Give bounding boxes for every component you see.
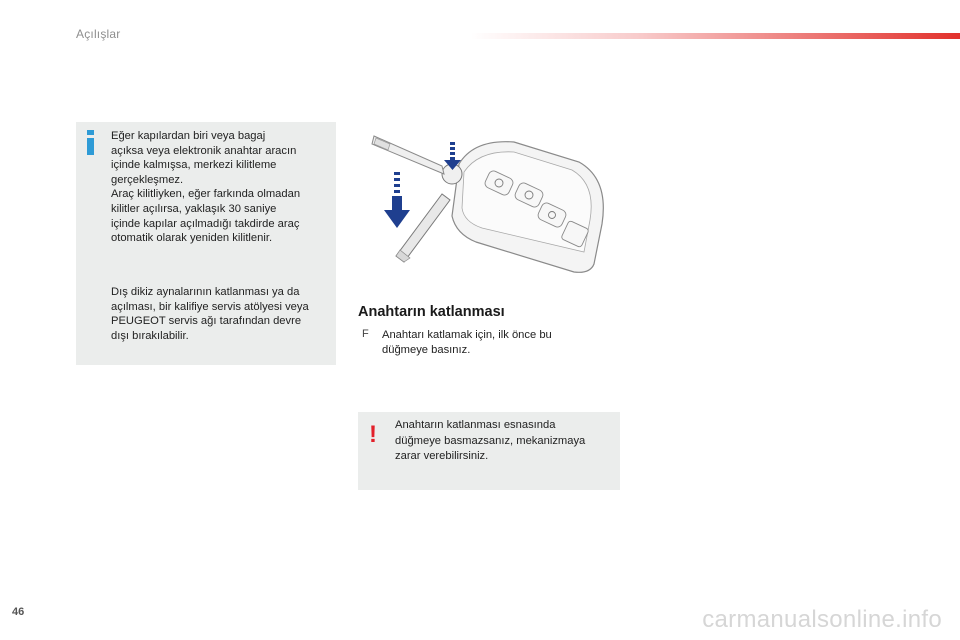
header-accent-bar xyxy=(470,33,960,39)
instruction-text xyxy=(382,328,592,358)
info-icon xyxy=(86,130,95,152)
info-line: açıksa veya elektronik anahtar aracın xyxy=(111,144,297,157)
info-line: Araç kilitliyken, eğer farkında olmadan xyxy=(111,188,301,201)
warning-line: zarar verebilirsiniz. xyxy=(395,450,489,462)
info-line: dışı bırakılabilir. xyxy=(111,329,189,342)
info-line: PEUGEOT servis ağı tarafından devre xyxy=(111,315,302,328)
info-line: otomatik olarak yeniden kilitlenir. xyxy=(111,232,273,245)
folding-key-illustration xyxy=(364,124,614,274)
info-paragraph-1 xyxy=(111,129,333,246)
bullet-icon: F xyxy=(362,328,369,340)
warning-icon: ! xyxy=(369,421,377,448)
section-title: Açılışlar xyxy=(76,27,121,41)
instruction-line: Anahtarı katlamak için, ilk önce bu xyxy=(382,329,552,341)
warning-line: düğmeye basmazsanız, mekanizmaya xyxy=(395,434,586,447)
info-line: kilitler açılırsa, yaklaşık 30 saniye xyxy=(111,202,277,215)
section-heading: Anahtarın katlanması xyxy=(358,304,505,320)
info-line: içinde kalmışsa, merkezi kilitleme xyxy=(111,159,277,172)
warning-line: Anahtarın katlanması esnasında xyxy=(395,419,556,431)
instruction-line: düğmeye basınız. xyxy=(382,344,471,356)
watermark: carmanualsonline.info xyxy=(702,606,942,633)
info-line: Dış dikiz aynalarının katlanması ya da xyxy=(111,286,300,298)
info-line: Eğer kapılardan biri veya bagaj xyxy=(111,130,266,142)
info-paragraph-2 xyxy=(111,285,333,343)
page-number: 46 xyxy=(12,606,25,618)
info-line: gerçekleşmez. xyxy=(111,173,184,186)
info-box xyxy=(76,122,336,365)
warning-box xyxy=(358,412,620,490)
info-line: içinde kapılar açılmadığı takdirde araç xyxy=(111,217,300,230)
warning-text xyxy=(395,418,613,465)
info-line: açılması, bir kalifiye servis atölyesi veya xyxy=(111,300,309,313)
